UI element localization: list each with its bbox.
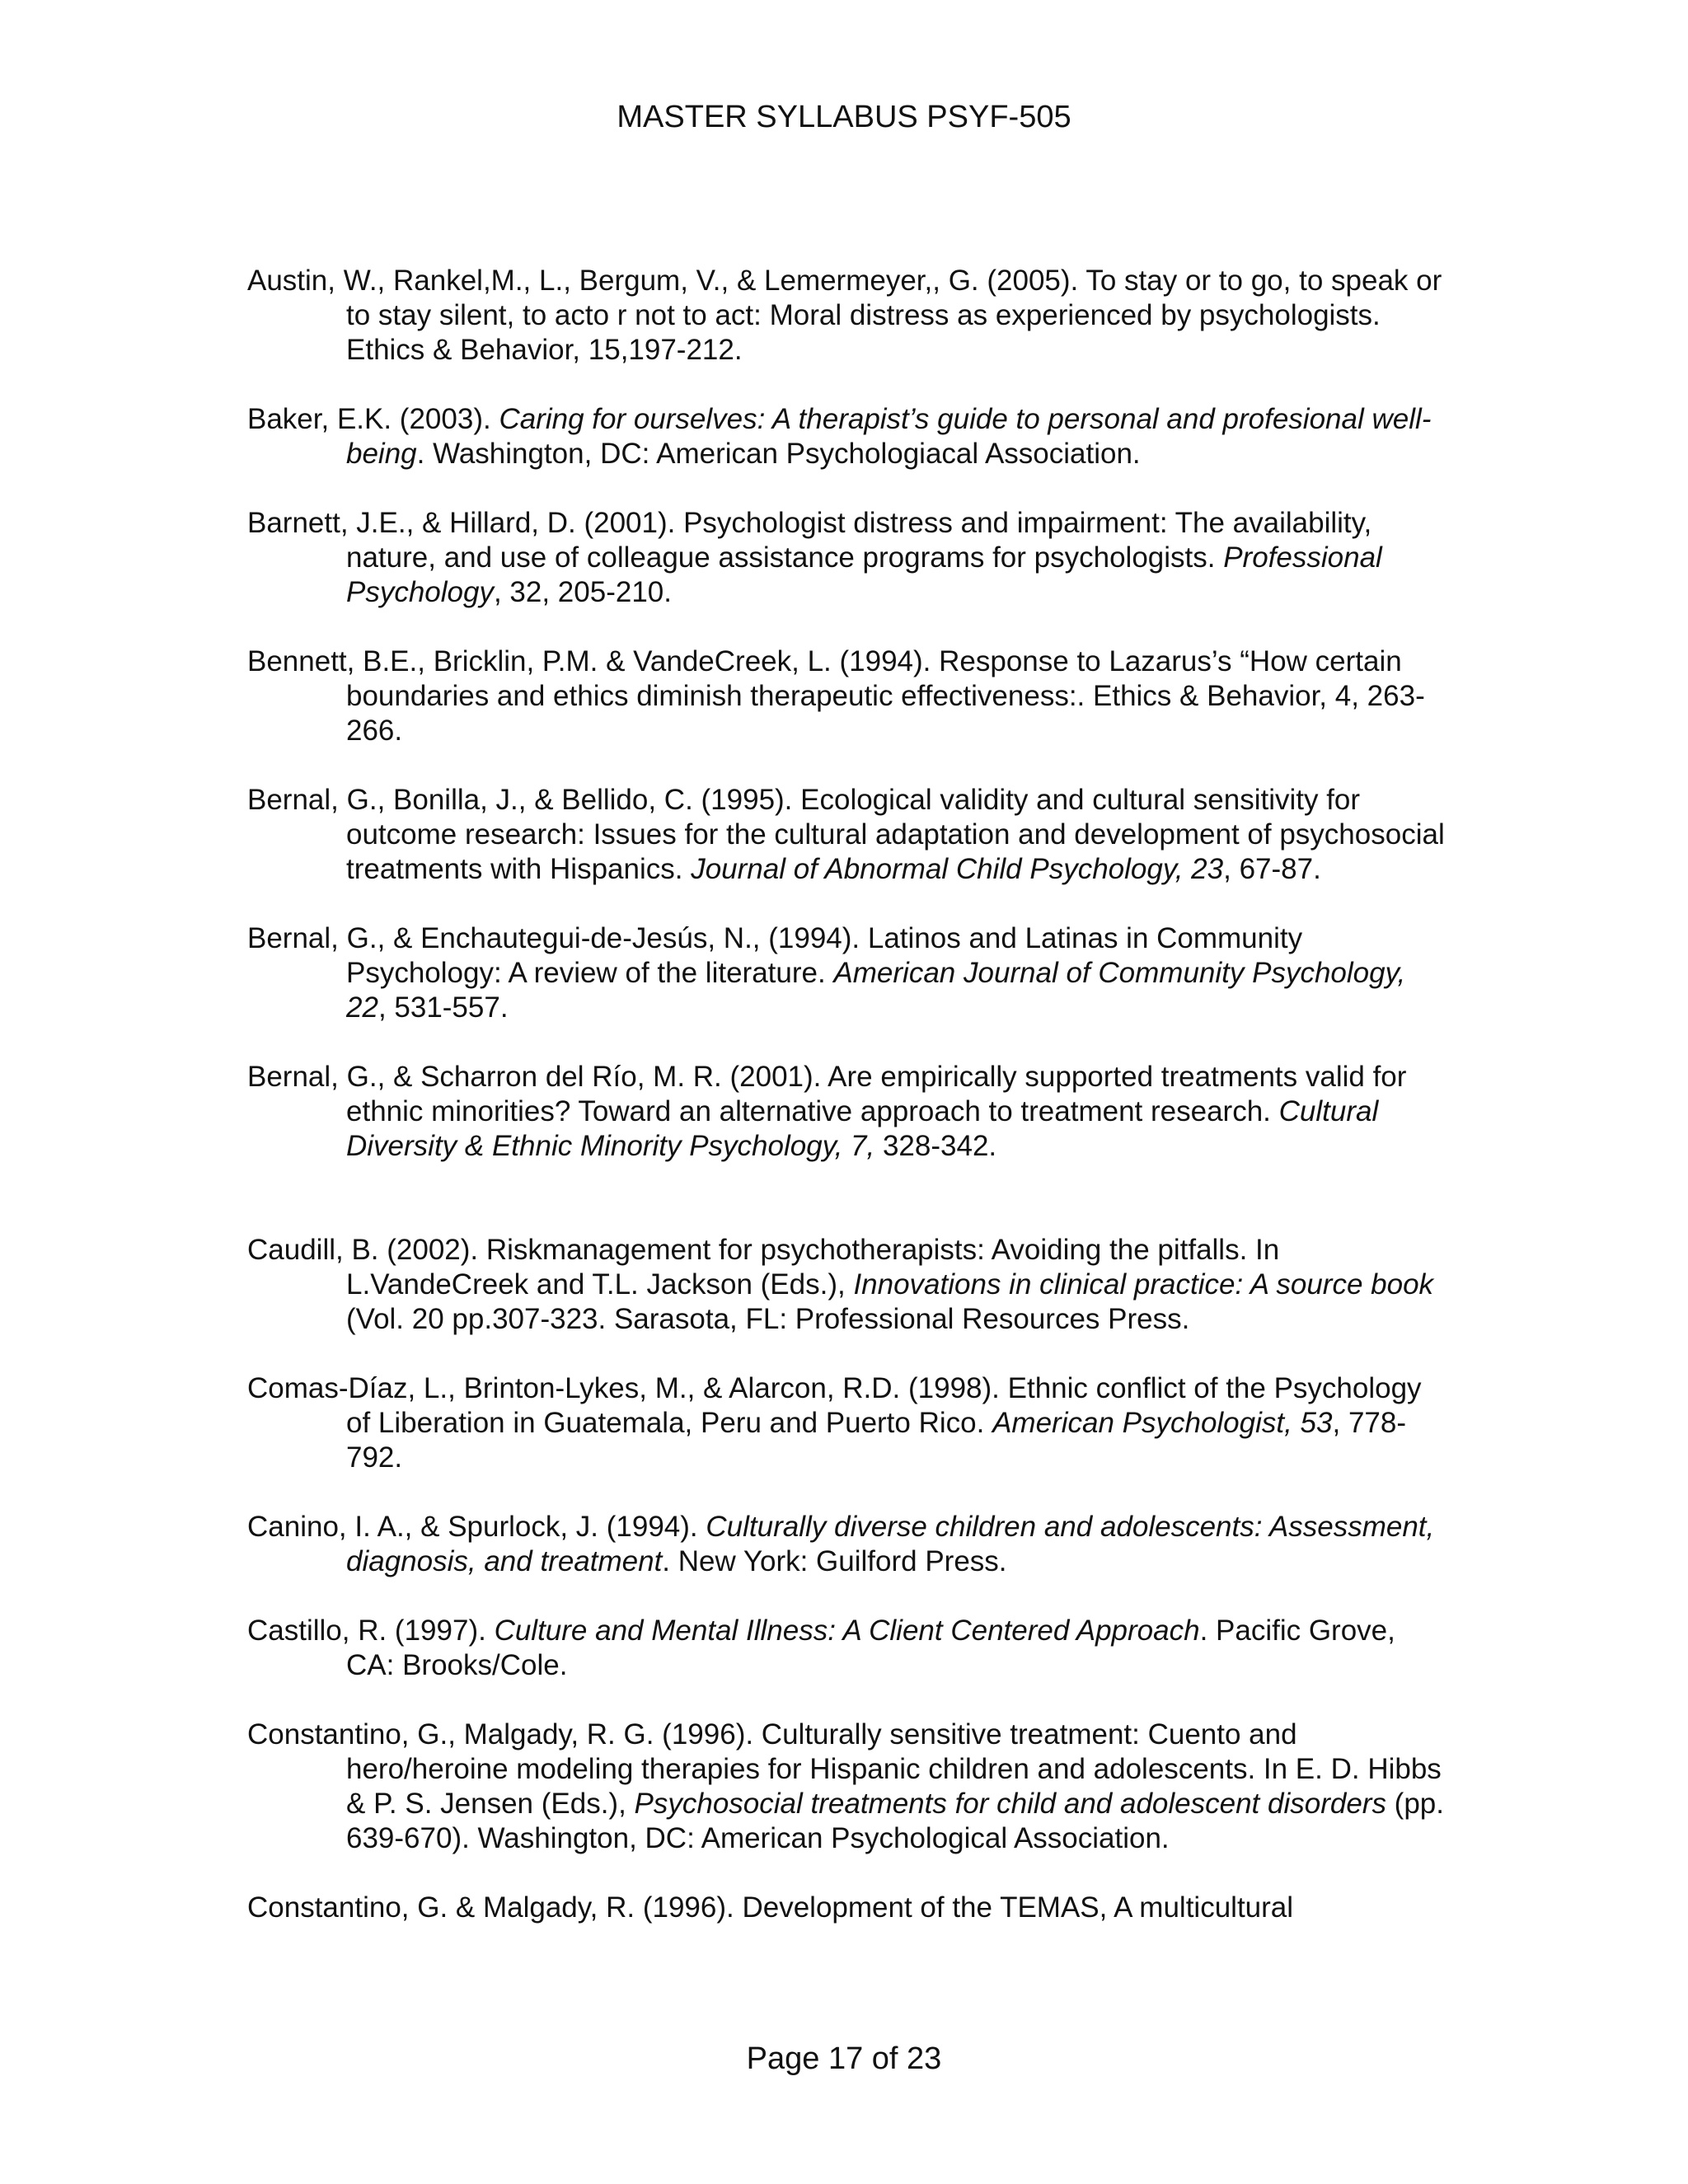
reference-entry: Austin, W., Rankel,M., L., Bergum, V., & Lemermeyer,, G. (2005). To stay or to go, to speak or to stay silent, to acto r not to act: Moral distress as experienced by psychologists. Ethics & Behavior, 15,197-212. <box>247 265 1442 366</box>
reference-entry: Constantino, G. & Malgady, R. (1996). Development of the TEMAS, A multicultural <box>247 1891 1294 1924</box>
page-number: Page 17 of 23 <box>746 2041 942 2076</box>
reference-entry: Barnett, J.E., & Hillard, D. (2001). Psychologist distress and impairment: The availability, nature, and use of colleague assistance programs for psychologists. Professional Psychology, 32, 205-210. <box>247 507 1382 608</box>
reference-entry: Bernal, G., & Scharron del Río, M. R. (2001). Are empirically supported treatments valid for ethnic minorities? Toward an alternative approach to treatment research. Cultural Diversity & Ethnic Minority Psychology, 7, 328-342. <box>247 1061 1407 1162</box>
reference-entry: Castillo, R. (1997). Culture and Mental Illness: A Client Centered Approach. Pacific Grove, CA: Brooks/Cole. <box>247 1615 1395 1681</box>
reference-entry: Comas-Díaz, L., Brinton-Lykes, M., & Alarcon, R.D. (1998). Ethnic conflict of the Psychology of Liberation in Guatemala, Peru and Puerto Rico. American Psychologist, 53, 778-792. <box>247 1372 1422 1474</box>
reference-entry: Bennett, B.E., Bricklin, P.M. & VandeCreek, L. (1994). Response to Lazarus’s “How certain boundaries and ethics diminish therapeutic effectiveness:. Ethics & Behavior, 4, 263-266. <box>247 645 1425 747</box>
reference-entry: Caudill, B. (2002). Riskmanagement for psychotherapists: Avoiding the pitfalls. In L.VandeCreek and T.L. Jackson (Eds.), Innovations in clinical practice: A source book (Vol. 20 pp.307-323. Sarasota, FL: Professional Resources Press. <box>247 1234 1434 1335</box>
reference-entry: Bernal, G., & Enchautegui-de-Jesús, N., (1994). Latinos and Latinas in Community Psychology: A review of the literature. American Journal of Community Psychology, 22, 531-557. <box>247 922 1406 1024</box>
reference-list <box>247 264 1451 1925</box>
reference-entry: Constantino, G., Malgady, R. G. (1996). Culturally sensitive treatment: Cuento and hero/heroine modeling therapies for Hispanic children and adolescents. In E. D. Hibbs & P. S. Jensen (Eds.), Psychosocial treatments for child and adolescent disorders (pp. 639-670). Washington, DC: American Psychological Association. <box>247 1718 1444 1854</box>
reference-entry: Bernal, G., Bonilla, J., & Bellido, C. (1995). Ecological validity and cultural sensitivity for outcome research: Issues for the cultural adaptation and development of psychosocial treatments with Hispanics. Journal of Abnormal Child Psychology, 23, 67-87. <box>247 784 1445 885</box>
page-header: MASTER SYLLABUS PSYF-505 <box>617 100 1071 134</box>
reference-entry: Baker, E.K. (2003). Caring for ourselves: A therapist’s guide to personal and profesional well-being. Washington, DC: American Psychologiacal Association. <box>247 403 1432 470</box>
reference-entry: Canino, I. A., & Spurlock, J. (1994). Culturally diverse children and adolescents: Assessment, diagnosis, and treatment. New York: Guilford Press. <box>247 1511 1435 1577</box>
